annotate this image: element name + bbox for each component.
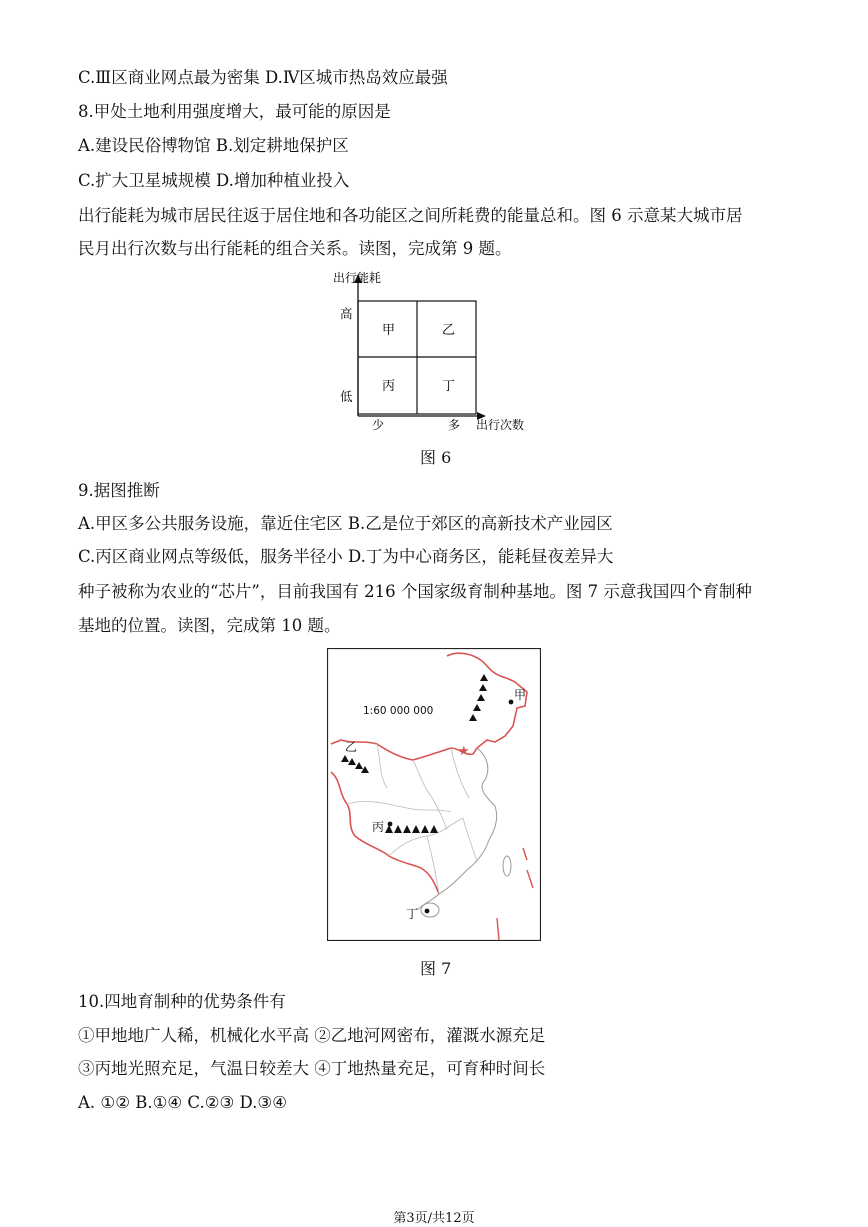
- location-dot-bing: [388, 822, 393, 827]
- intro-9-line-1: 出行能耗为城市居民往返于居住地和各功能区之间所耗费的能量总和。图 6 示意某大城市居: [78, 206, 743, 225]
- figure-7-caption: 图 7: [420, 959, 452, 978]
- question-9-options-cd: C.丙区商业网点等级低，服务半径小 D.丁为中心商务区，能耗昼夜差异大: [78, 547, 614, 566]
- figure-7-map: [327, 648, 541, 941]
- location-dot-jia: [509, 700, 514, 705]
- cell-ding: 丁: [442, 379, 456, 394]
- intro-9-line-2: 民月出行次数与出行能耗的组合关系。读图，完成第 9 题。: [78, 239, 512, 258]
- question-10-statements-1: ①甲地地广人稀，机械化水平高 ②乙地河网密布，灌溉水源充足: [78, 1026, 546, 1045]
- y-high-label: 高: [340, 306, 353, 321]
- figure-6-diagram: [330, 266, 540, 436]
- question-9: 9.据图推断: [78, 481, 160, 500]
- label-jia: 甲: [514, 688, 527, 702]
- capital-star-icon: ★: [458, 744, 470, 759]
- intro-10-line-1: 种子被称为农业的“芯片”，目前我国有 216 个国家级育制种基地。图 7 示意我国四个育制种: [78, 582, 752, 601]
- x-low-label: 少: [372, 418, 385, 432]
- x-axis-label: 出行次数: [476, 418, 525, 432]
- map-frame: [328, 649, 541, 941]
- label-bing: 丙: [372, 820, 385, 834]
- cell-jia: 甲: [382, 323, 396, 338]
- y-axis-label: 出行能耗: [333, 271, 382, 285]
- question-8-options-ab: A.建设民俗博物馆 B.划定耕地保护区: [78, 136, 349, 155]
- intro-10-line-2: 基地的位置。读图，完成第 10 题。: [78, 616, 341, 635]
- question-10-options: A. ①② B.①④ C.②③ D.③④: [78, 1093, 288, 1112]
- option-line-c-d: C.Ⅲ区商业网点最为密集 D.Ⅳ区城市热岛效应最强: [78, 68, 448, 87]
- y-low-label: 低: [340, 389, 353, 404]
- question-10-statements-2: ③丙地光照充足，气温日较差大 ④丁地热量充足，可育种时间长: [78, 1059, 546, 1078]
- question-8: 8.甲处土地利用强度增大，最可能的原因是: [78, 102, 391, 121]
- label-ding: 丁: [406, 907, 419, 921]
- page-footer: 第3页/共12页: [393, 1211, 475, 1226]
- cell-yi: 乙: [442, 323, 456, 338]
- question-8-options-cd: C.扩大卫星城规模 D.增加种植业投入: [78, 171, 350, 190]
- figure-6-caption: 图 6: [420, 448, 452, 467]
- x-high-label: 多: [448, 418, 461, 432]
- question-10: 10.四地育制种的优势条件有: [78, 992, 286, 1011]
- location-dot-ding: [425, 909, 430, 914]
- label-yi: 乙: [345, 740, 358, 754]
- map-scale: 1:60 000 000: [363, 705, 434, 717]
- question-9-options-ab: A.甲区多公共服务设施，靠近住宅区 B.乙是位于郊区的高新技术产业园区: [78, 514, 613, 533]
- cell-bing: 丙: [382, 379, 396, 394]
